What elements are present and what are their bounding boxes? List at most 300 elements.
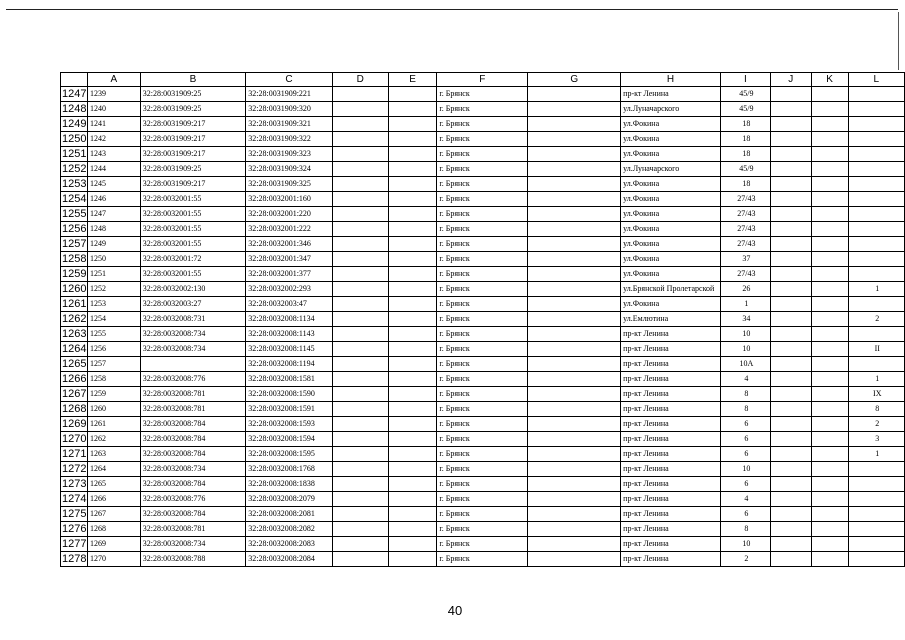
cell-d[interactable] — [332, 387, 388, 402]
cell-c[interactable]: 32:28:0032003:47 — [246, 297, 332, 312]
cell-a[interactable]: 1250 — [87, 252, 140, 267]
cell-i[interactable]: 45/9 — [720, 87, 770, 102]
cell-j[interactable] — [770, 357, 811, 372]
cell-j[interactable] — [770, 327, 811, 342]
row-number[interactable]: 1267 — [62, 388, 87, 400]
cell-c[interactable]: 32:28:0032002:293 — [246, 282, 332, 297]
cell-k[interactable] — [811, 432, 848, 447]
cell-c[interactable]: 32:28:0032008:1768 — [246, 462, 332, 477]
cell-j[interactable] — [770, 177, 811, 192]
cell-a[interactable]: 1259 — [87, 387, 140, 402]
cell-k[interactable] — [811, 267, 848, 282]
cell-d[interactable] — [332, 177, 388, 192]
cell-g[interactable] — [528, 297, 621, 312]
cell-h[interactable]: пр-кт Ленина — [621, 507, 721, 522]
cell-c[interactable]: 32:28:0032008:1581 — [246, 372, 332, 387]
cell-j[interactable] — [770, 417, 811, 432]
cell-j[interactable] — [770, 492, 811, 507]
cell-g[interactable] — [528, 102, 621, 117]
cell-d[interactable] — [332, 417, 388, 432]
cell-b[interactable]: 32:28:0032001:55 — [140, 207, 246, 222]
cell-a[interactable]: 1266 — [87, 492, 140, 507]
cell-j[interactable] — [770, 432, 811, 447]
cell-l[interactable] — [848, 462, 904, 477]
cell-g[interactable] — [528, 432, 621, 447]
cell-h[interactable]: пр-кт Ленина — [621, 327, 721, 342]
cell-e[interactable] — [388, 417, 437, 432]
cell-l[interactable] — [848, 87, 904, 102]
cell-e[interactable] — [388, 147, 437, 162]
cell-e[interactable] — [388, 357, 437, 372]
cell-i[interactable]: 18 — [720, 177, 770, 192]
cell-f[interactable]: г. Брянск — [437, 147, 528, 162]
cell-i[interactable]: 27/43 — [720, 237, 770, 252]
cell-g[interactable] — [528, 147, 621, 162]
cell-i[interactable]: 8 — [720, 402, 770, 417]
cell-a[interactable]: 1252 — [87, 282, 140, 297]
cell-h[interactable]: пр-кт Ленина — [621, 387, 721, 402]
cell-l[interactable] — [848, 102, 904, 117]
cell-i[interactable]: 18 — [720, 132, 770, 147]
cell-i[interactable]: 27/43 — [720, 192, 770, 207]
cell-k[interactable] — [811, 102, 848, 117]
cell-l[interactable]: 1 — [848, 282, 904, 297]
cell-g[interactable] — [528, 237, 621, 252]
cell-h[interactable]: пр-кт Ленина — [621, 372, 721, 387]
cell-a[interactable]: 1244 — [87, 162, 140, 177]
cell-j[interactable] — [770, 447, 811, 462]
cell-k[interactable] — [811, 312, 848, 327]
cell-d[interactable] — [332, 192, 388, 207]
cell-d[interactable] — [332, 372, 388, 387]
cell-g[interactable] — [528, 192, 621, 207]
cell-k[interactable] — [811, 537, 848, 552]
row-number[interactable]: 1254 — [62, 193, 87, 205]
cell-g[interactable] — [528, 522, 621, 537]
cell-e[interactable] — [388, 297, 437, 312]
cell-h[interactable]: ул.Фокина — [621, 117, 721, 132]
cell-g[interactable] — [528, 477, 621, 492]
row-number[interactable]: 1265 — [62, 358, 87, 370]
cell-j[interactable] — [770, 312, 811, 327]
cell-a[interactable]: 1242 — [87, 132, 140, 147]
cell-f[interactable]: г. Брянск — [437, 252, 528, 267]
cell-c[interactable]: 32:28:0031909:321 — [246, 117, 332, 132]
cell-c[interactable]: 32:28:0031909:221 — [246, 87, 332, 102]
cell-g[interactable] — [528, 252, 621, 267]
cell-a[interactable]: 1251 — [87, 267, 140, 282]
row-number[interactable]: 1258 — [62, 253, 87, 265]
cell-h[interactable]: ул.Фокина — [621, 132, 721, 147]
cell-b[interactable]: 32:28:0032001:55 — [140, 192, 246, 207]
cell-c[interactable]: 32:28:0032001:222 — [246, 222, 332, 237]
cell-b[interactable]: 32:28:0031909:217 — [140, 117, 246, 132]
cell-d[interactable] — [332, 327, 388, 342]
cell-h[interactable]: ул.Луначарского — [621, 102, 721, 117]
cell-g[interactable] — [528, 357, 621, 372]
cell-h[interactable]: пр-кт Ленина — [621, 477, 721, 492]
cell-a[interactable]: 1261 — [87, 417, 140, 432]
cell-f[interactable]: г. Брянск — [437, 192, 528, 207]
cell-k[interactable] — [811, 402, 848, 417]
cell-h[interactable]: пр-кт Ленина — [621, 552, 721, 567]
cell-f[interactable]: г. Брянск — [437, 357, 528, 372]
cell-e[interactable] — [388, 477, 437, 492]
cell-f[interactable]: г. Брянск — [437, 372, 528, 387]
cell-b[interactable]: 32:28:0032008:784 — [140, 507, 246, 522]
cell-l[interactable] — [848, 192, 904, 207]
cell-g[interactable] — [528, 387, 621, 402]
column-header-g[interactable]: G — [528, 73, 621, 87]
cell-e[interactable] — [388, 552, 437, 567]
cell-a[interactable]: 1239 — [87, 87, 140, 102]
cell-l[interactable] — [848, 477, 904, 492]
cell-h[interactable]: ул.Фокина — [621, 237, 721, 252]
cell-d[interactable] — [332, 537, 388, 552]
cell-e[interactable] — [388, 132, 437, 147]
cell-e[interactable] — [388, 387, 437, 402]
cell-d[interactable] — [332, 342, 388, 357]
cell-e[interactable] — [388, 207, 437, 222]
row-number[interactable]: 1257 — [62, 238, 87, 250]
cell-f[interactable]: г. Брянск — [437, 447, 528, 462]
cell-a[interactable]: 1241 — [87, 117, 140, 132]
cell-e[interactable] — [388, 282, 437, 297]
cell-b[interactable]: 32:28:0032003:27 — [140, 297, 246, 312]
cell-b[interactable]: 32:28:0032008:734 — [140, 462, 246, 477]
cell-h[interactable]: пр-кт Ленина — [621, 402, 721, 417]
cell-c[interactable]: 32:28:0032008:2081 — [246, 507, 332, 522]
cell-k[interactable] — [811, 222, 848, 237]
cell-i[interactable]: 27/43 — [720, 222, 770, 237]
cell-a[interactable]: 1254 — [87, 312, 140, 327]
cell-j[interactable] — [770, 237, 811, 252]
cell-l[interactable] — [848, 177, 904, 192]
cell-a[interactable]: 1253 — [87, 297, 140, 312]
cell-a[interactable]: 1260 — [87, 402, 140, 417]
cell-f[interactable]: г. Брянск — [437, 462, 528, 477]
cell-d[interactable] — [332, 492, 388, 507]
column-header-c[interactable]: C — [246, 73, 332, 87]
cell-c[interactable]: 32:28:0032008:1134 — [246, 312, 332, 327]
row-number[interactable]: 1256 — [62, 223, 87, 235]
cell-b[interactable]: 32:28:0032008:788 — [140, 552, 246, 567]
cell-a[interactable]: 1268 — [87, 522, 140, 537]
cell-a[interactable]: 1245 — [87, 177, 140, 192]
cell-h[interactable]: ул.Фокина — [621, 222, 721, 237]
cell-j[interactable] — [770, 342, 811, 357]
cell-l[interactable] — [848, 267, 904, 282]
cell-e[interactable] — [388, 492, 437, 507]
cell-d[interactable] — [332, 252, 388, 267]
cell-f[interactable]: г. Брянск — [437, 222, 528, 237]
cell-d[interactable] — [332, 297, 388, 312]
cell-b[interactable]: 32:28:0032008:781 — [140, 402, 246, 417]
cell-c[interactable]: 32:28:0031909:320 — [246, 102, 332, 117]
cell-j[interactable] — [770, 102, 811, 117]
row-number[interactable]: 1259 — [62, 268, 87, 280]
cell-b[interactable]: 32:28:0032008:776 — [140, 492, 246, 507]
cell-e[interactable] — [388, 432, 437, 447]
cell-i[interactable]: 10 — [720, 537, 770, 552]
cell-f[interactable]: г. Брянск — [437, 132, 528, 147]
cell-b[interactable]: 32:28:0031909:25 — [140, 102, 246, 117]
cell-g[interactable] — [528, 117, 621, 132]
cell-i[interactable]: 18 — [720, 117, 770, 132]
cell-e[interactable] — [388, 537, 437, 552]
cell-j[interactable] — [770, 162, 811, 177]
cell-g[interactable] — [528, 417, 621, 432]
cell-k[interactable] — [811, 552, 848, 567]
cell-j[interactable] — [770, 537, 811, 552]
cell-h[interactable]: ул.Емлютина — [621, 312, 721, 327]
cell-d[interactable] — [332, 312, 388, 327]
cell-i[interactable]: 37 — [720, 252, 770, 267]
cell-g[interactable] — [528, 537, 621, 552]
cell-e[interactable] — [388, 162, 437, 177]
cell-k[interactable] — [811, 387, 848, 402]
cell-f[interactable]: г. Брянск — [437, 177, 528, 192]
column-header-h[interactable]: H — [621, 73, 721, 87]
cell-d[interactable] — [332, 267, 388, 282]
row-number[interactable]: 1269 — [62, 418, 87, 430]
cell-h[interactable]: пр-кт Ленина — [621, 462, 721, 477]
cell-h[interactable]: ул.Фокина — [621, 252, 721, 267]
cell-d[interactable] — [332, 162, 388, 177]
cell-b[interactable]: 32:28:0032001:55 — [140, 222, 246, 237]
cell-d[interactable] — [332, 117, 388, 132]
row-number[interactable]: 1271 — [62, 448, 87, 460]
cell-b[interactable]: 32:28:0031909:217 — [140, 147, 246, 162]
cell-g[interactable] — [528, 87, 621, 102]
cell-l[interactable] — [848, 147, 904, 162]
cell-j[interactable] — [770, 117, 811, 132]
row-number[interactable]: 1249 — [62, 118, 87, 130]
cell-e[interactable] — [388, 522, 437, 537]
cell-a[interactable]: 1264 — [87, 462, 140, 477]
column-header-l[interactable]: L — [848, 73, 904, 87]
cell-j[interactable] — [770, 87, 811, 102]
cell-j[interactable] — [770, 552, 811, 567]
cell-c[interactable]: 32:28:0031909:324 — [246, 162, 332, 177]
cell-f[interactable]: г. Брянск — [437, 402, 528, 417]
cell-h[interactable]: пр-кт Ленина — [621, 342, 721, 357]
cell-e[interactable] — [388, 342, 437, 357]
cell-f[interactable]: г. Брянск — [437, 477, 528, 492]
cell-e[interactable] — [388, 192, 437, 207]
cell-b[interactable]: 32:28:0032008:784 — [140, 447, 246, 462]
cell-e[interactable] — [388, 252, 437, 267]
cell-i[interactable]: 10 — [720, 327, 770, 342]
cell-e[interactable] — [388, 402, 437, 417]
cell-l[interactable] — [848, 117, 904, 132]
cell-j[interactable] — [770, 387, 811, 402]
cell-a[interactable]: 1249 — [87, 237, 140, 252]
cell-g[interactable] — [528, 162, 621, 177]
row-number[interactable]: 1270 — [62, 433, 87, 445]
column-header-k[interactable]: K — [811, 73, 848, 87]
cell-k[interactable] — [811, 492, 848, 507]
cell-i[interactable]: 45/9 — [720, 162, 770, 177]
cell-b[interactable]: 32:28:0032001:55 — [140, 267, 246, 282]
column-header-i[interactable]: I — [720, 73, 770, 87]
cell-i[interactable]: 4 — [720, 372, 770, 387]
cell-g[interactable] — [528, 177, 621, 192]
cell-j[interactable] — [770, 132, 811, 147]
cell-j[interactable] — [770, 522, 811, 537]
cell-k[interactable] — [811, 117, 848, 132]
cell-d[interactable] — [332, 207, 388, 222]
cell-g[interactable] — [528, 312, 621, 327]
cell-g[interactable] — [528, 492, 621, 507]
cell-a[interactable]: 1255 — [87, 327, 140, 342]
cell-f[interactable]: г. Брянск — [437, 432, 528, 447]
cell-a[interactable]: 1263 — [87, 447, 140, 462]
row-number[interactable]: 1276 — [62, 523, 87, 535]
cell-e[interactable] — [388, 327, 437, 342]
cell-e[interactable] — [388, 372, 437, 387]
cell-e[interactable] — [388, 117, 437, 132]
cell-g[interactable] — [528, 282, 621, 297]
cell-c[interactable]: 32:28:0032008:2083 — [246, 537, 332, 552]
cell-j[interactable] — [770, 222, 811, 237]
cell-c[interactable]: 32:28:0032008:1595 — [246, 447, 332, 462]
cell-d[interactable] — [332, 432, 388, 447]
cell-a[interactable]: 1262 — [87, 432, 140, 447]
row-number[interactable]: 1248 — [62, 103, 87, 115]
cell-i[interactable]: 45/9 — [720, 102, 770, 117]
row-number[interactable]: 1266 — [62, 373, 87, 385]
cell-k[interactable] — [811, 372, 848, 387]
cell-g[interactable] — [528, 447, 621, 462]
cell-c[interactable]: 32:28:0032008:1145 — [246, 342, 332, 357]
cell-l[interactable]: II — [848, 342, 904, 357]
cell-k[interactable] — [811, 147, 848, 162]
cell-l[interactable] — [848, 237, 904, 252]
cell-a[interactable]: 1256 — [87, 342, 140, 357]
row-number[interactable]: 1253 — [62, 178, 87, 190]
cell-h[interactable]: пр-кт Ленина — [621, 447, 721, 462]
cell-b[interactable]: 32:28:0031909:217 — [140, 132, 246, 147]
cell-c[interactable]: 32:28:0031909:323 — [246, 147, 332, 162]
cell-g[interactable] — [528, 132, 621, 147]
cell-d[interactable] — [332, 477, 388, 492]
cell-l[interactable]: 1 — [848, 372, 904, 387]
cell-b[interactable]: 32:28:0032001:72 — [140, 252, 246, 267]
cell-a[interactable]: 1257 — [87, 357, 140, 372]
cell-b[interactable] — [140, 357, 246, 372]
cell-b[interactable]: 32:28:0032008:781 — [140, 522, 246, 537]
cell-k[interactable] — [811, 342, 848, 357]
row-number[interactable]: 1268 — [62, 403, 87, 415]
cell-k[interactable] — [811, 252, 848, 267]
column-header-e[interactable]: E — [388, 73, 437, 87]
cell-i[interactable]: 6 — [720, 447, 770, 462]
row-number[interactable]: 1264 — [62, 343, 87, 355]
column-header-b[interactable]: B — [140, 73, 246, 87]
column-header-f[interactable]: F — [437, 73, 528, 87]
cell-e[interactable] — [388, 237, 437, 252]
cell-l[interactable]: 2 — [848, 417, 904, 432]
cell-i[interactable]: 6 — [720, 432, 770, 447]
cell-a[interactable]: 1240 — [87, 102, 140, 117]
row-number[interactable]: 1262 — [62, 313, 87, 325]
cell-f[interactable]: г. Брянск — [437, 552, 528, 567]
cell-k[interactable] — [811, 417, 848, 432]
cell-h[interactable]: пр-кт Ленина — [621, 357, 721, 372]
cell-b[interactable]: 32:28:0032008:784 — [140, 477, 246, 492]
cell-g[interactable] — [528, 402, 621, 417]
cell-k[interactable] — [811, 87, 848, 102]
cell-j[interactable] — [770, 507, 811, 522]
cell-g[interactable] — [528, 372, 621, 387]
cell-f[interactable]: г. Брянск — [437, 267, 528, 282]
cell-a[interactable]: 1265 — [87, 477, 140, 492]
cell-i[interactable]: 26 — [720, 282, 770, 297]
cell-b[interactable]: 32:28:0031909:25 — [140, 162, 246, 177]
cell-h[interactable]: пр-кт Ленина — [621, 87, 721, 102]
cell-b[interactable]: 32:28:0032008:776 — [140, 372, 246, 387]
cell-k[interactable] — [811, 327, 848, 342]
cell-f[interactable]: г. Брянск — [437, 297, 528, 312]
cell-f[interactable]: г. Брянск — [437, 282, 528, 297]
cell-d[interactable] — [332, 447, 388, 462]
cell-a[interactable]: 1248 — [87, 222, 140, 237]
cell-a[interactable]: 1247 — [87, 207, 140, 222]
cell-l[interactable]: 3 — [848, 432, 904, 447]
cell-g[interactable] — [528, 222, 621, 237]
cell-c[interactable]: 32:28:0031909:325 — [246, 177, 332, 192]
cell-f[interactable]: г. Брянск — [437, 237, 528, 252]
row-number[interactable]: 1255 — [62, 208, 87, 220]
cell-a[interactable]: 1269 — [87, 537, 140, 552]
cell-f[interactable]: г. Брянск — [437, 417, 528, 432]
cell-f[interactable]: г. Брянск — [437, 87, 528, 102]
cell-l[interactable] — [848, 297, 904, 312]
cell-j[interactable] — [770, 297, 811, 312]
cell-i[interactable]: 8 — [720, 522, 770, 537]
cell-h[interactable]: ул.Луначарского — [621, 162, 721, 177]
row-number[interactable]: 1251 — [62, 148, 87, 160]
cell-j[interactable] — [770, 282, 811, 297]
cell-j[interactable] — [770, 402, 811, 417]
column-header-j[interactable]: J — [770, 73, 811, 87]
cell-k[interactable] — [811, 522, 848, 537]
cell-h[interactable]: пр-кт Ленина — [621, 492, 721, 507]
cell-b[interactable]: 32:28:0032008:784 — [140, 417, 246, 432]
cell-f[interactable]: г. Брянск — [437, 522, 528, 537]
cell-c[interactable]: 32:28:0032008:1838 — [246, 477, 332, 492]
cell-k[interactable] — [811, 282, 848, 297]
cell-k[interactable] — [811, 162, 848, 177]
cell-c[interactable]: 32:28:0032008:1194 — [246, 357, 332, 372]
cell-l[interactable] — [848, 357, 904, 372]
cell-k[interactable] — [811, 447, 848, 462]
cell-e[interactable] — [388, 87, 437, 102]
cell-d[interactable] — [332, 552, 388, 567]
cell-j[interactable] — [770, 192, 811, 207]
cell-h[interactable]: ул.Фокина — [621, 177, 721, 192]
row-number[interactable]: 1250 — [62, 133, 87, 145]
cell-k[interactable] — [811, 507, 848, 522]
cell-g[interactable] — [528, 327, 621, 342]
cell-g[interactable] — [528, 552, 621, 567]
row-number[interactable]: 1252 — [62, 163, 87, 175]
cell-b[interactable]: 32:28:0032002:130 — [140, 282, 246, 297]
cell-c[interactable]: 32:28:0032008:2079 — [246, 492, 332, 507]
cell-h[interactable]: ул.Фокина — [621, 207, 721, 222]
cell-l[interactable]: 2 — [848, 312, 904, 327]
